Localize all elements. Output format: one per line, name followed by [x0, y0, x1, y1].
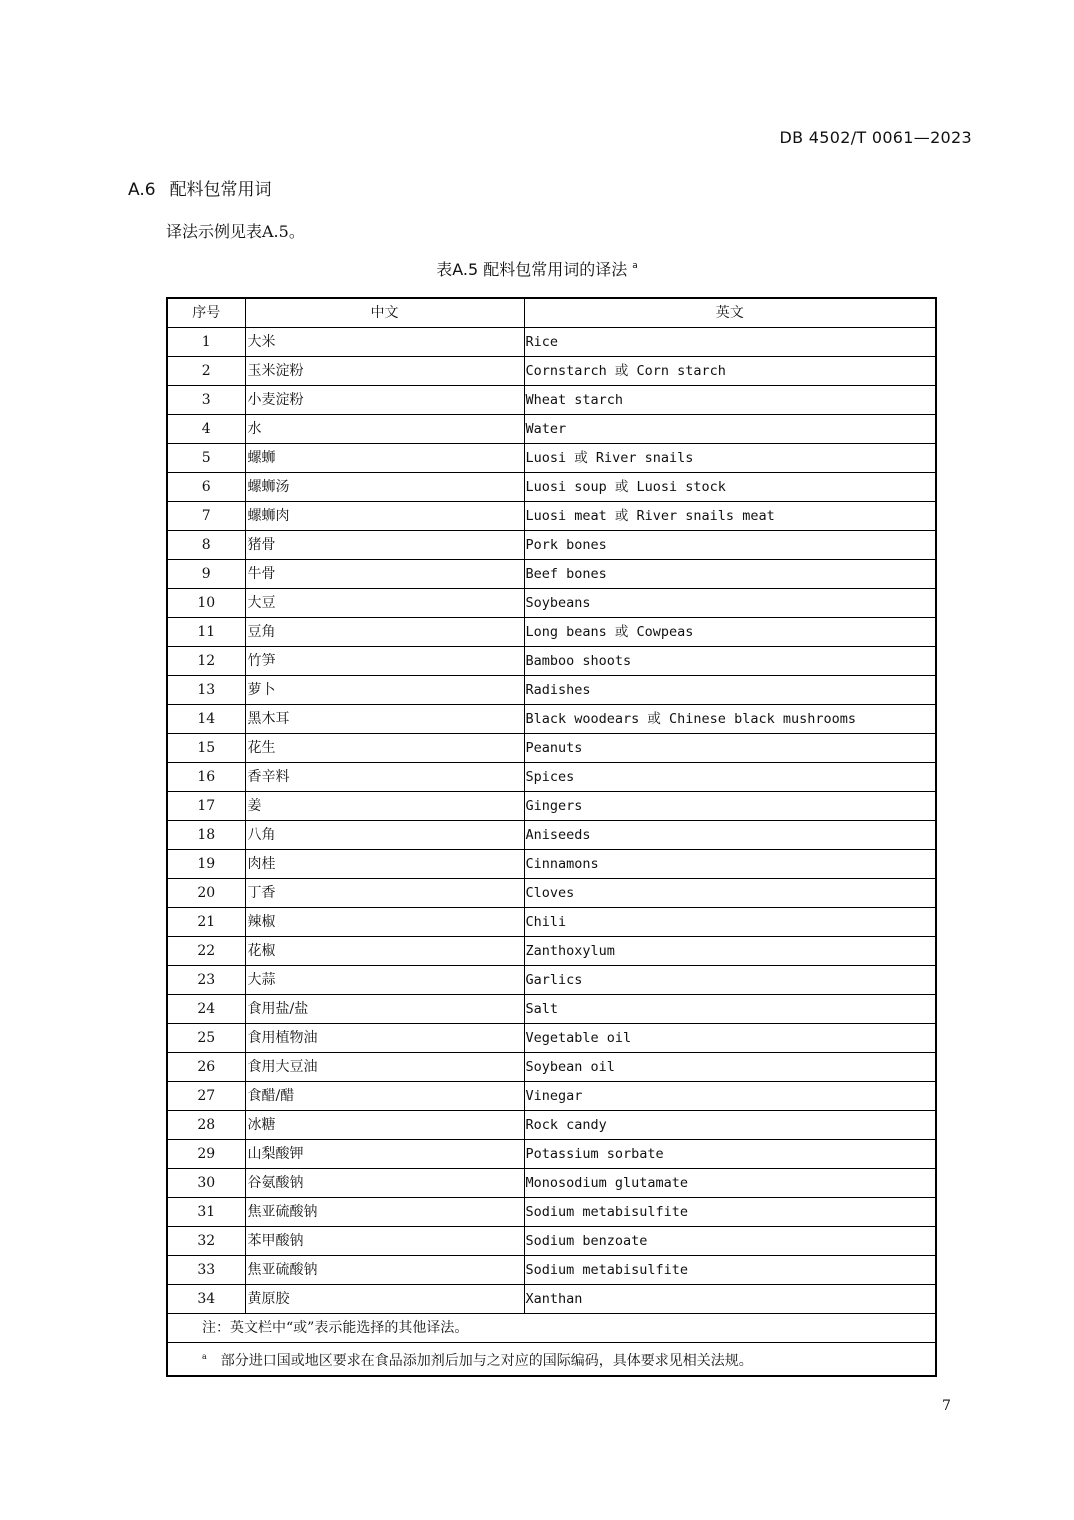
table-row [167, 473, 936, 502]
table-row [167, 821, 936, 850]
row-english-term: Vegetable oil [524, 1024, 936, 1053]
intro-paragraph: 译法示例见表A.5。 [166, 222, 305, 241]
row-number: 20 [167, 879, 245, 908]
row-english-term: Rock candy [524, 1111, 936, 1140]
row-chinese-term: 辣椒 [245, 908, 524, 937]
row-number: 7 [167, 502, 245, 531]
table-row [167, 705, 936, 734]
row-number: 18 [167, 821, 245, 850]
row-number: 30 [167, 1169, 245, 1198]
table-row [167, 502, 936, 531]
row-number: 33 [167, 1256, 245, 1285]
table-row [167, 1227, 936, 1256]
table-row [167, 386, 936, 415]
row-chinese-term: 八角 [245, 821, 524, 850]
table-row [167, 734, 936, 763]
table-row [167, 879, 936, 908]
table-row [167, 560, 936, 589]
footnote-text: 部分进口国或地区要求在食品添加剂后加与之对应的国际编码，具体要求见相关法规。 [220, 1353, 753, 1369]
row-number: 27 [167, 1082, 245, 1111]
row-english-term: Soybeans [524, 589, 936, 618]
row-english-term: Beef bones [524, 560, 936, 589]
row-english-term: Pork bones [524, 531, 936, 560]
table-row [167, 850, 936, 879]
section-number: A.6 [128, 180, 156, 200]
row-number: 23 [167, 966, 245, 995]
row-number: 15 [167, 734, 245, 763]
row-english-term: Sodium metabisulfite [524, 1256, 936, 1285]
row-number: 34 [167, 1285, 245, 1314]
table-note [167, 1314, 936, 1343]
terms-table [166, 297, 937, 1377]
table-row [167, 1111, 936, 1140]
table-row [167, 415, 936, 444]
table-row [167, 1198, 936, 1227]
section-heading [128, 175, 272, 200]
row-english-term: Spices [524, 763, 936, 792]
page-number: 7 [942, 1398, 951, 1414]
table-row [167, 792, 936, 821]
row-english-term: Luosi meat 或 River snails meat [524, 502, 936, 531]
table-row [167, 1082, 936, 1111]
row-number: 17 [167, 792, 245, 821]
row-english-term: Potassium sorbate [524, 1140, 936, 1169]
row-chinese-term: 冰糖 [245, 1111, 524, 1140]
table-row [167, 618, 936, 647]
row-chinese-term: 姜 [245, 792, 524, 821]
row-english-term: Chili [524, 908, 936, 937]
row-chinese-term: 焦亚硫酸钠 [245, 1198, 524, 1227]
row-chinese-term: 竹笋 [245, 647, 524, 676]
row-english-term: Luosi 或 River snails [524, 444, 936, 473]
footnote-mark: a [202, 1352, 207, 1361]
table-row [167, 444, 936, 473]
row-chinese-term: 螺蛳汤 [245, 473, 524, 502]
row-english-term: Vinegar [524, 1082, 936, 1111]
table-row [167, 1285, 936, 1314]
row-english-term: Monosodium glutamate [524, 1169, 936, 1198]
row-chinese-term: 肉桂 [245, 850, 524, 879]
table-footnote-row [167, 1343, 936, 1377]
row-number: 22 [167, 937, 245, 966]
row-chinese-term: 山梨酸钾 [245, 1140, 524, 1169]
table-row [167, 966, 936, 995]
row-chinese-term: 花椒 [245, 937, 524, 966]
row-number: 8 [167, 531, 245, 560]
document-code: DB 4502/T 0061—2023 [779, 128, 972, 147]
note-text: 英文栏中“或”表示能选择的其他译法。 [230, 1320, 469, 1336]
header-english: 英文 [524, 298, 936, 328]
row-chinese-term: 豆角 [245, 618, 524, 647]
row-number: 13 [167, 676, 245, 705]
table-row [167, 647, 936, 676]
row-english-term: Black woodears 或 Chinese black mushrooms [524, 705, 936, 734]
table-row [167, 1024, 936, 1053]
row-number: 12 [167, 647, 245, 676]
row-chinese-term: 螺蛳肉 [245, 502, 524, 531]
table-row [167, 357, 936, 386]
row-number: 3 [167, 386, 245, 415]
row-number: 29 [167, 1140, 245, 1169]
section-title: 配料包常用词 [169, 180, 272, 200]
row-english-term: Cornstarch 或 Corn starch [524, 357, 936, 386]
header-number: 序号 [167, 298, 245, 328]
row-number: 32 [167, 1227, 245, 1256]
table-row [167, 328, 936, 357]
row-chinese-term: 焦亚硫酸钠 [245, 1256, 524, 1285]
table-row [167, 1169, 936, 1198]
row-chinese-term: 食用大豆油 [245, 1053, 524, 1082]
row-chinese-term: 小麦淀粉 [245, 386, 524, 415]
row-chinese-term: 大豆 [245, 589, 524, 618]
table-header-row [167, 298, 936, 328]
table-caption-text: 表A.5 配料包常用词的译法 [436, 260, 628, 279]
row-english-term: Water [524, 415, 936, 444]
row-english-term: Gingers [524, 792, 936, 821]
row-english-term: Salt [524, 995, 936, 1024]
row-chinese-term: 水 [245, 415, 524, 444]
row-number: 28 [167, 1111, 245, 1140]
row-english-term: Xanthan [524, 1285, 936, 1314]
row-number: 21 [167, 908, 245, 937]
table-row [167, 763, 936, 792]
row-chinese-term: 大蒜 [245, 966, 524, 995]
table-note-row [167, 1314, 936, 1343]
row-english-term: Wheat starch [524, 386, 936, 415]
row-number: 10 [167, 589, 245, 618]
row-chinese-term: 苯甲酸钠 [245, 1227, 524, 1256]
row-number: 31 [167, 1198, 245, 1227]
table-row [167, 1140, 936, 1169]
row-number: 16 [167, 763, 245, 792]
row-chinese-term: 萝卜 [245, 676, 524, 705]
row-number: 6 [167, 473, 245, 502]
row-chinese-term: 谷氨酸钠 [245, 1169, 524, 1198]
row-number: 11 [167, 618, 245, 647]
row-chinese-term: 螺蛳 [245, 444, 524, 473]
row-chinese-term: 食用盐/盐 [245, 995, 524, 1024]
row-english-term: Sodium benzoate [524, 1227, 936, 1256]
row-english-term: Soybean oil [524, 1053, 936, 1082]
row-chinese-term: 花生 [245, 734, 524, 763]
row-number: 9 [167, 560, 245, 589]
row-chinese-term: 丁香 [245, 879, 524, 908]
row-english-term: Cloves [524, 879, 936, 908]
row-chinese-term: 大米 [245, 328, 524, 357]
table-row [167, 908, 936, 937]
row-number: 19 [167, 850, 245, 879]
table-row [167, 937, 936, 966]
note-label: 注： [202, 1320, 230, 1336]
row-number: 26 [167, 1053, 245, 1082]
table-body [167, 328, 936, 1314]
row-number: 2 [167, 357, 245, 386]
row-english-term: Luosi soup 或 Luosi stock [524, 473, 936, 502]
table-row [167, 531, 936, 560]
row-english-term: Radishes [524, 676, 936, 705]
row-number: 4 [167, 415, 245, 444]
row-chinese-term: 玉米淀粉 [245, 357, 524, 386]
table-row [167, 1053, 936, 1082]
row-chinese-term: 黑木耳 [245, 705, 524, 734]
row-english-term: Zanthoxylum [524, 937, 936, 966]
row-english-term: Sodium metabisulfite [524, 1198, 936, 1227]
row-chinese-term: 黄原胶 [245, 1285, 524, 1314]
table-caption [0, 257, 1074, 280]
row-chinese-term: 食醋/醋 [245, 1082, 524, 1111]
row-number: 24 [167, 995, 245, 1024]
table-footnote [167, 1343, 936, 1377]
row-number: 5 [167, 444, 245, 473]
row-english-term: Long beans 或 Cowpeas [524, 618, 936, 647]
row-chinese-term: 香辛料 [245, 763, 524, 792]
header-chinese: 中文 [245, 298, 524, 328]
row-number: 25 [167, 1024, 245, 1053]
row-english-term: Cinnamons [524, 850, 936, 879]
row-english-term: Peanuts [524, 734, 936, 763]
row-chinese-term: 食用植物油 [245, 1024, 524, 1053]
row-number: 1 [167, 328, 245, 357]
row-chinese-term: 猪骨 [245, 531, 524, 560]
row-english-term: Garlics [524, 966, 936, 995]
table-row [167, 995, 936, 1024]
table-caption-footnote-mark: a [632, 261, 638, 271]
row-english-term: Rice [524, 328, 936, 357]
row-number: 14 [167, 705, 245, 734]
table-row [167, 589, 936, 618]
table-row [167, 676, 936, 705]
row-english-term: Bamboo shoots [524, 647, 936, 676]
table-row [167, 1256, 936, 1285]
row-english-term: Aniseeds [524, 821, 936, 850]
row-chinese-term: 牛骨 [245, 560, 524, 589]
